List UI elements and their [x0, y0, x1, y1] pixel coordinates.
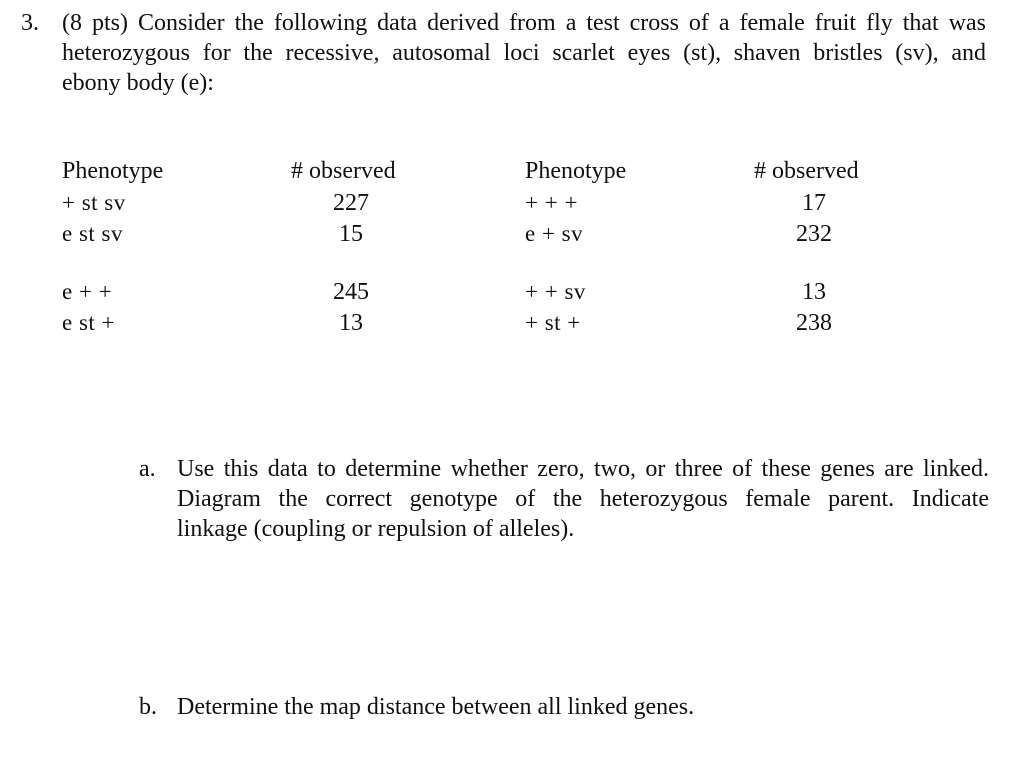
table-cell-phenotype: + st sv: [62, 190, 126, 215]
part-a-label: a.: [139, 456, 156, 482]
question-number: 3.: [21, 10, 39, 36]
table-cell-count: 232: [796, 221, 832, 247]
table-cell-phenotype: + st +: [525, 310, 581, 335]
table-cell-count: 245: [333, 279, 369, 305]
part-a-text-line-3: linkage (coupling or repulsion of alleles).: [177, 516, 575, 542]
question-text-line-3: ebony body (e):: [62, 70, 214, 96]
table-cell-phenotype: e st +: [62, 310, 116, 335]
header-observed-left: # observed: [291, 158, 396, 184]
question-text-line-1: (8 pts) Consider the following data derived from a test cross of a female fruit fly that was: [62, 10, 986, 36]
part-b-label: b.: [139, 694, 157, 720]
question-text-line-2: heterozygous for the recessive, autosomal loci scarlet eyes (st), shaven bristles (sv), and: [62, 40, 986, 66]
table-cell-count: 227: [333, 190, 369, 216]
table-cell-count: 13: [339, 310, 363, 336]
table-cell-phenotype: e + +: [62, 279, 113, 304]
table-cell-count: 13: [802, 279, 826, 305]
header-phenotype-right: Phenotype: [525, 158, 627, 184]
table-cell-count: 17: [802, 190, 826, 216]
header-observed-right: # observed: [754, 158, 859, 184]
table-cell-phenotype: e st sv: [62, 221, 123, 246]
header-phenotype-left: Phenotype: [62, 158, 164, 184]
table-cell-count: 238: [796, 310, 832, 336]
part-a-text-line-1: Use this data to determine whether zero, two, or three of these genes are linked.: [177, 456, 989, 482]
part-a-text-line-2: Diagram the correct genotype of the heterozygous female parent. Indicate: [177, 486, 989, 512]
table-cell-count: 15: [339, 221, 363, 247]
table-cell-phenotype: e + sv: [525, 221, 584, 246]
table-cell-phenotype: + + +: [525, 190, 578, 215]
part-b-text: Determine the map distance between all linked genes.: [177, 694, 695, 720]
table-cell-phenotype: + + sv: [525, 279, 586, 304]
